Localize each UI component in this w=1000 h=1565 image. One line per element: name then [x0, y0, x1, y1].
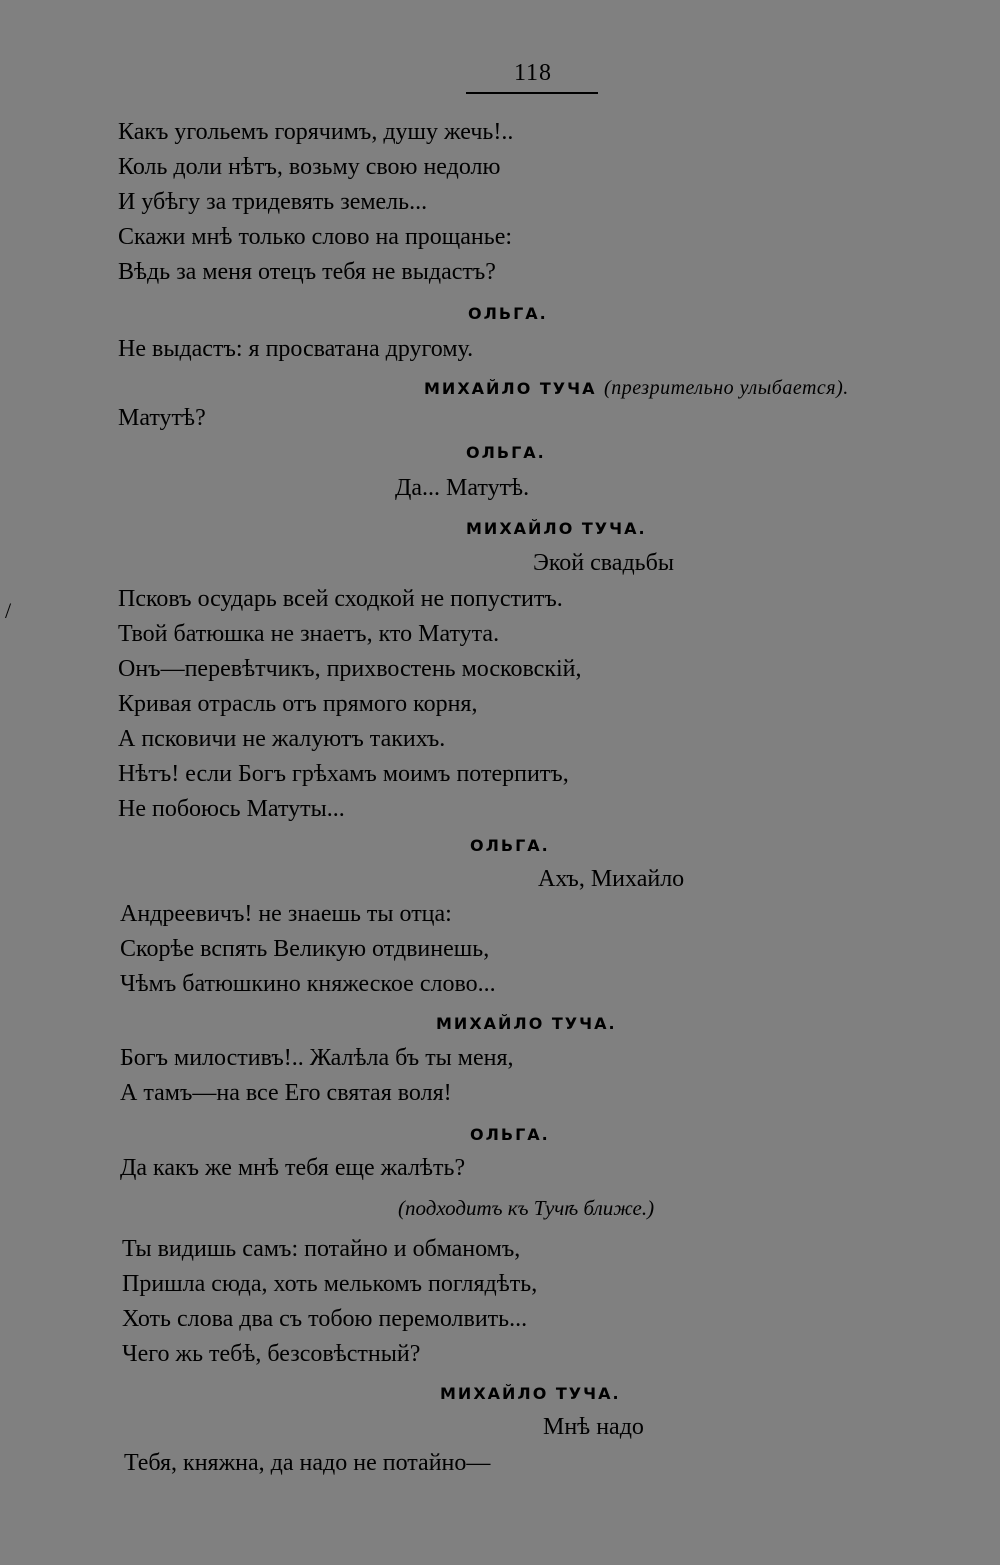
speaker-name: ОЛЬГА. — [470, 1125, 550, 1144]
verse-line: Матутѣ? — [118, 405, 206, 431]
page-number: 118 — [513, 60, 553, 86]
verse-line: Твой батюшка не знаетъ, кто Матута. — [118, 621, 500, 647]
verse-line: Мнѣ надо — [543, 1414, 644, 1440]
speaker-name: МИХАЙЛО ТУЧА — [424, 379, 597, 398]
verse-line: Скажи мнѣ только слово на прощанье: — [118, 224, 513, 250]
verse-line: Скорѣе вспять Великую отдвинешь, — [120, 936, 490, 962]
verse-line: Коль доли нѣтъ, возьму свою недолю — [118, 154, 501, 180]
verse-line: А псковичи не жалуютъ такихъ. — [118, 726, 446, 752]
verse-line: Хоть слова два съ тобою перемолвить... — [122, 1306, 528, 1332]
verse-line: Чѣмъ батюшкино княжеское слово... — [120, 971, 496, 997]
verse-line: Кривая отрасль отъ прямого корня, — [118, 691, 478, 717]
speaker-name: МИХАЙЛО ТУЧА. — [436, 1014, 617, 1033]
verse-line: Пришла сюда, хоть мелькомъ поглядѣть, — [122, 1271, 538, 1297]
stage-direction: (презрительно улыбается). — [604, 377, 849, 399]
verse-line: Ты видишь самъ: потайно и обманомъ, — [122, 1236, 521, 1262]
verse-line: Тебя, княжна, да надо не потайно— — [124, 1450, 491, 1476]
verse-line: Вѣдь за меня отецъ тебя не выдастъ? — [118, 259, 496, 285]
verse-line: Да... Матутѣ. — [395, 475, 530, 501]
verse-line: Андреевичъ! не знаешь ты отца: — [120, 901, 452, 927]
verse-line: Не побоюсь Матуты... — [118, 796, 345, 822]
verse-line: Не выдастъ: я просватана другому. — [118, 336, 474, 362]
margin-mark: / — [5, 598, 12, 623]
verse-line: Онъ—перевѣтчикъ, прихвостень московскій, — [118, 656, 582, 682]
speaker-name: ОЛЬГА. — [468, 304, 548, 323]
page-number-rule — [466, 92, 598, 94]
verse-line: Нѣтъ! если Богъ грѣхамъ моимъ потерпитъ, — [118, 761, 569, 787]
speaker-name: МИХАЙЛО ТУЧА. — [466, 519, 647, 538]
verse-line: Псковъ осударь всей сходкой не попуститъ. — [118, 586, 563, 612]
stage-direction: (подходитъ къ Тучѣ ближе.) — [398, 1196, 655, 1220]
speaker-name: ОЛЬГА. — [466, 443, 546, 462]
speaker-name: ОЛЬГА. — [470, 836, 550, 855]
verse-line: И убѣгу за тридевять земель... — [118, 189, 428, 215]
verse-line: Какъ угольемъ горячимъ, душу жечь!.. — [118, 119, 514, 145]
verse-line: Экой свадьбы — [533, 550, 674, 576]
speaker-with-direction — [424, 377, 849, 400]
verse-line: А тамъ—на все Его святая воля! — [120, 1080, 452, 1106]
verse-line: Чего жь тебѣ, безсовѣстный? — [122, 1341, 421, 1367]
verse-line: Ахъ, Михайло — [538, 866, 685, 892]
verse-line: Богъ милостивъ!.. Жалѣла бъ ты меня, — [120, 1045, 514, 1071]
verse-line: Да какъ же мнѣ тебя еще жалѣть? — [120, 1155, 466, 1181]
speaker-name: МИХАЙЛО ТУЧА. — [440, 1384, 621, 1403]
